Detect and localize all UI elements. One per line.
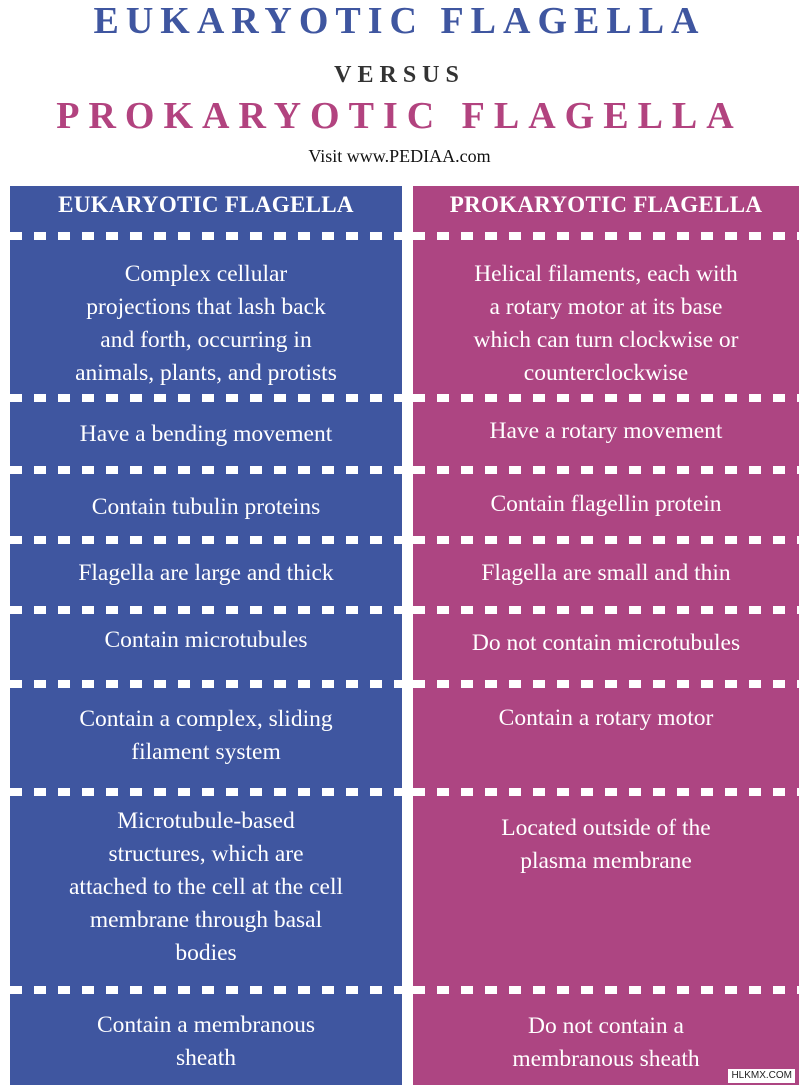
row-separator: [413, 680, 799, 688]
cell-line: Do not contain a: [528, 1013, 684, 1039]
prokaryotic-row-7: [419, 812, 793, 878]
row-separator: [413, 466, 799, 474]
eukaryotic-row-2: [16, 418, 396, 451]
cell-line: Flagella are large and thick: [78, 560, 334, 586]
row-separator: [413, 394, 799, 402]
prokaryotic-row-5: [419, 627, 793, 660]
eukaryotic-column: [10, 186, 402, 1085]
cell-line: Have a bending movement: [79, 421, 333, 447]
row-separator: [10, 788, 402, 796]
title-eukaryotic: EUKARYOTIC FLAGELLA: [93, 0, 706, 42]
row-separator: [10, 466, 402, 474]
row-separator: [10, 986, 402, 994]
cell-line: Contain tubulin proteins: [91, 494, 321, 520]
cell-line: which can turn clockwise or: [473, 327, 739, 353]
cell-line: Contain microtubules: [104, 627, 308, 653]
eukaryotic-row-4: [16, 557, 396, 590]
cell-line: sheath: [175, 1045, 237, 1071]
cell-line: projections that lash back: [86, 294, 326, 320]
title-versus: VERSUS: [334, 62, 465, 88]
eukaryotic-row-1: [16, 258, 396, 390]
row-separator: [10, 680, 402, 688]
row-separator: [413, 536, 799, 544]
cell-line: membranous sheath: [512, 1046, 700, 1072]
prokaryotic-column: [413, 186, 799, 1085]
eukaryotic-row-6: [16, 703, 396, 769]
eukaryotic-row-8: [16, 1009, 396, 1075]
cell-line: plasma membrane: [520, 848, 692, 874]
cell-line: Complex cellular: [124, 261, 288, 287]
cell-line: a rotary motor at its base: [489, 294, 723, 320]
cell-line: animals, plants, and protists: [75, 360, 337, 386]
cell-line: bodies: [175, 940, 237, 966]
watermark-text: HLKMX.COM: [728, 1069, 795, 1083]
prokaryotic-row-2: [419, 415, 793, 448]
cell-line: Contain a membranous: [97, 1012, 315, 1038]
cell-line: Microtubule-based: [117, 808, 295, 834]
prokaryotic-row-8: [419, 1010, 793, 1076]
prokaryotic-row-1: [419, 258, 793, 390]
prokaryotic-row-3: [419, 488, 793, 521]
cell-line: and forth, occurring in: [100, 327, 312, 353]
row-separator: [413, 986, 799, 994]
prokaryotic-column-header: PROKARYOTIC FLAGELLA: [449, 192, 763, 217]
prokaryotic-row-4: [419, 557, 793, 590]
eukaryotic-row-5: [16, 624, 396, 657]
cell-line: structures, which are: [108, 841, 304, 867]
row-separator: [10, 232, 402, 240]
source-credit: Visit www.PEDIAA.com: [308, 146, 491, 166]
cell-line: Flagella are small and thin: [481, 560, 731, 586]
prokaryotic-row-6: [419, 702, 793, 735]
cell-line: Contain flagellin protein: [490, 491, 722, 517]
row-separator: [10, 606, 402, 614]
cell-line: counterclockwise: [523, 360, 689, 386]
cell-line: filament system: [131, 739, 281, 765]
cell-line: Do not contain microtubules: [471, 630, 741, 656]
row-separator: [413, 232, 799, 240]
eukaryotic-row-7: [16, 805, 396, 970]
eukaryotic-row-3: [16, 491, 396, 524]
cell-line: membrane through basal: [89, 907, 323, 933]
cell-line: Contain a complex, sliding: [79, 706, 333, 732]
row-separator: [413, 788, 799, 796]
row-separator: [10, 394, 402, 402]
cell-line: Contain a rotary motor: [498, 705, 714, 731]
cell-line: attached to the cell at the cell: [68, 874, 344, 900]
cell-line: Located outside of the: [501, 815, 711, 841]
cell-line: Helical filaments, each with: [474, 261, 738, 287]
row-separator: [10, 536, 402, 544]
row-separator: [413, 606, 799, 614]
cell-line: Have a rotary movement: [489, 418, 723, 444]
title-prokaryotic: PROKARYOTIC FLAGELLA: [56, 95, 743, 137]
eukaryotic-column-header: EUKARYOTIC FLAGELLA: [58, 192, 354, 217]
